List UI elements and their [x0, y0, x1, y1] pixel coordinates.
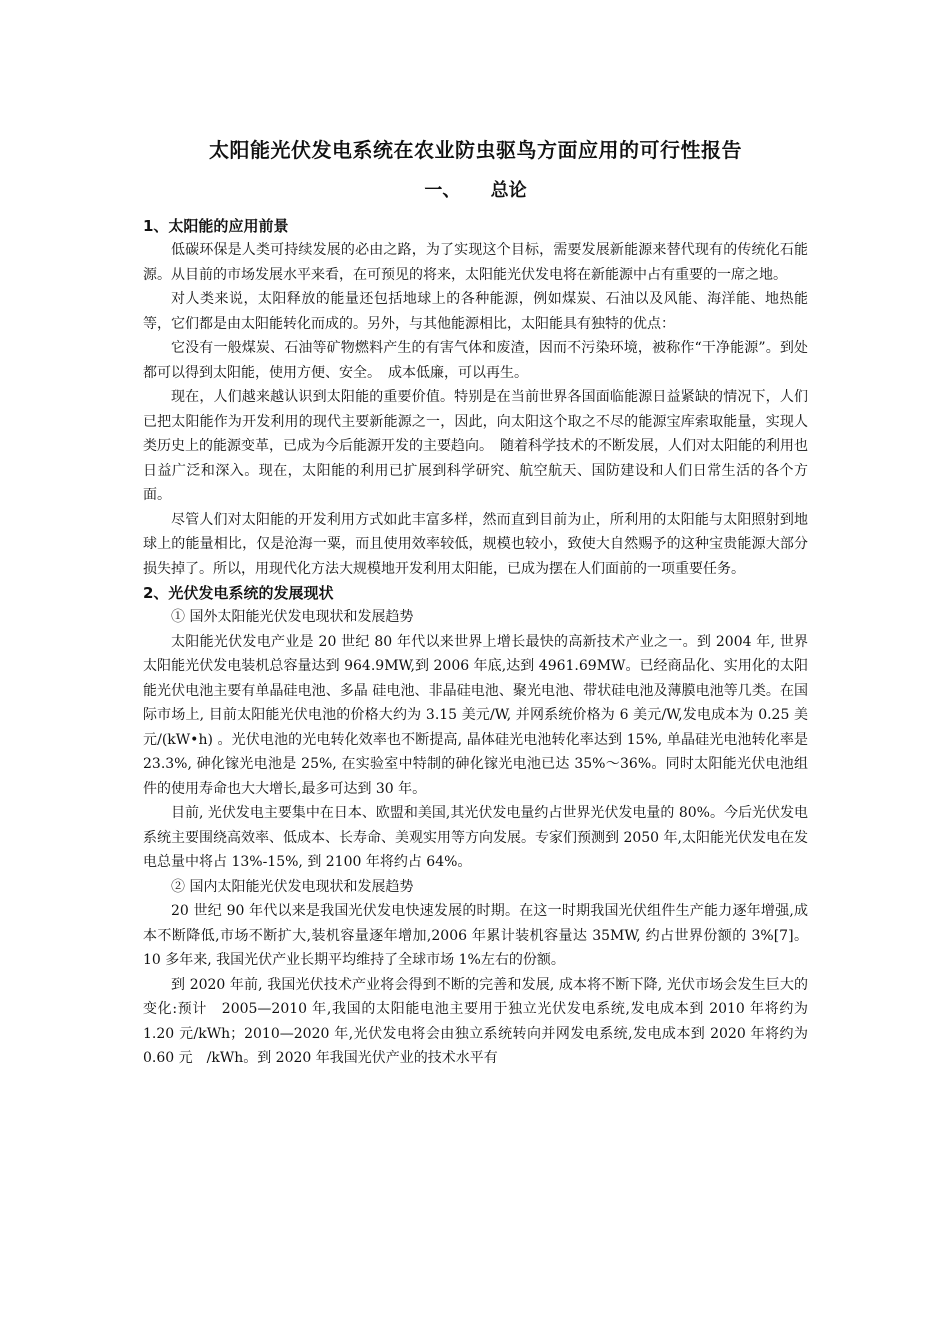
- paragraph: 它没有一般煤炭、石油等矿物燃料产生的有害气体和废渣，因而不污染环境，被称作“干净能源”。到处都可以得到太阳能，使用方便、安全。 成本低廉，可以再生。: [143, 340, 808, 381]
- paragraph: 现在，人们越来越认识到太阳能的重要价值。特别是在当前世界各国面临能源日益紧缺的情况下，人们已把太阳能作为开发利用的现代主要新能源之一，因此，向太阳这个取之不尽的能源宝库索取能量，实现人类历史上的能源变革，已成为今后能源开发的主要趋向。 随着科学技术的不断发展，人们对太阳能的利用也日益广泛和深入。现在，太阳能的利用已扩展到科学研究、航空航天、国防建设和人们日常生活的各个方面。: [143, 389, 808, 503]
- document-page: [143, 130, 808, 1071]
- paragraph: 到 2020 年前, 我国光伏技术产业将会得到不断的完善和发展, 成本将不断下降, 光伏市场会发生巨大的变化:预计 2005—2010 年,我国的太阳能电池主要用于独立光伏发电系统,发电成本到 2010 年将约为 1.20 元/kWh；2010—2020 年,光伏发电将会由独立系统转向并网发电系统,发电成本到 2020 年将约为 0.60 元 /kWh。到 2020 年我国光伏产业的技术水平有: [143, 976, 808, 1066]
- paragraph: 尽管人们对太阳能的开发利用方式如此丰富多样，然而直到目前为止，所利用的太阳能与太阳照射到地球上的能量相比，仅是沧海一粟，而且使用效率较低，规模也较小，致使大自然赐予的这种宝贵能源大部分损失掉了。所以，用现代化方法大规模地开发利用太阳能，已成为摆在人们面前的一项重要任务。: [143, 511, 808, 577]
- paragraph: 低碳环保是人类可持续发展的必由之路，为了实现这个目标，需要发展新能源来替代现有的传统化石能源。从目前的市场发展水平来看，在可预见的将来，太阳能光伏发电将在新能源中占有重要的一席之地。: [143, 242, 808, 283]
- document-title: 太阳能光伏发电系统在农业防虫驱鸟方面应用的可行性报告: [209, 138, 742, 162]
- paragraph: 目前, 光伏发电主要集中在日本、欧盟和美国,其光伏发电量约占世界光伏发电量的 80%。今后光伏发电系统主要围绕高效率、低成本、长寿命、美观实用等方向发展。专家们预测到 2050 年,太阳能光伏发电在发电总量中将占 13%-15%, 到 2100 年将约占 64%。: [143, 805, 808, 870]
- subsection-heading: ① 国外太阳能光伏发电现状和发展趋势: [171, 609, 414, 625]
- paragraph: 太阳能光伏发电产业是 20 世纪 80 年代以来世界上增长最快的高新技术产业之一。到 2004 年, 世界太阳能光伏发电装机总容量达到 964.9MW,到 2006 年底,达到 4961.69MW。已经商品化、实用化的太阳能光伏电池主要有单晶硅电池、多晶 硅电池、非晶硅电池、聚光电池、带状硅电池及薄膜电池等几类。在国际市场上, 目前太阳能光伏电池的价格大约为 3.15 美元/W, 并网系统价格为 6 美元/W,发电成本为 0.25 美元/(kW•h) 。光伏电池的光电转化效率也不断提高, 晶体硅光电池转化率达到 15%, 单晶硅光电池转化率是 23.3%, 砷化镓光电池是 25%, 在实验室中特制的砷化镓光电池已达 35%～36%。同时太阳能光伏电池组件的使用寿命也大大增长,最多可达到 30 年。: [143, 633, 808, 797]
- section-heading: 1、太阳能的应用前景: [143, 217, 289, 235]
- chapter-heading: 一、 总论: [424, 180, 527, 201]
- subsection-heading: ② 国内太阳能光伏发电现状和发展趋势: [171, 878, 414, 895]
- paragraph: 20 世纪 90 年代以来是我国光伏发电快速发展的时期。在这一时期我国光伏组件生产能力逐年增强,成本不断降低,市场不断扩大,装机容量逐年增加,2006 年累计装机容量达 35MW, 约占世界份额的 3%[7]。10 多年来, 我国光伏产业长期平均维持了全球市场 1%左右的份额。: [143, 903, 808, 968]
- section-heading: 2、光伏发电系统的发展现状: [143, 584, 334, 602]
- paragraph: 对人类来说，太阳释放的能量还包括地球上的各种能源，例如煤炭、石油以及风能、海洋能、地热能等，它们都是由太阳能转化而成的。另外，与其他能源相比，太阳能具有独特的优点：: [143, 291, 808, 332]
